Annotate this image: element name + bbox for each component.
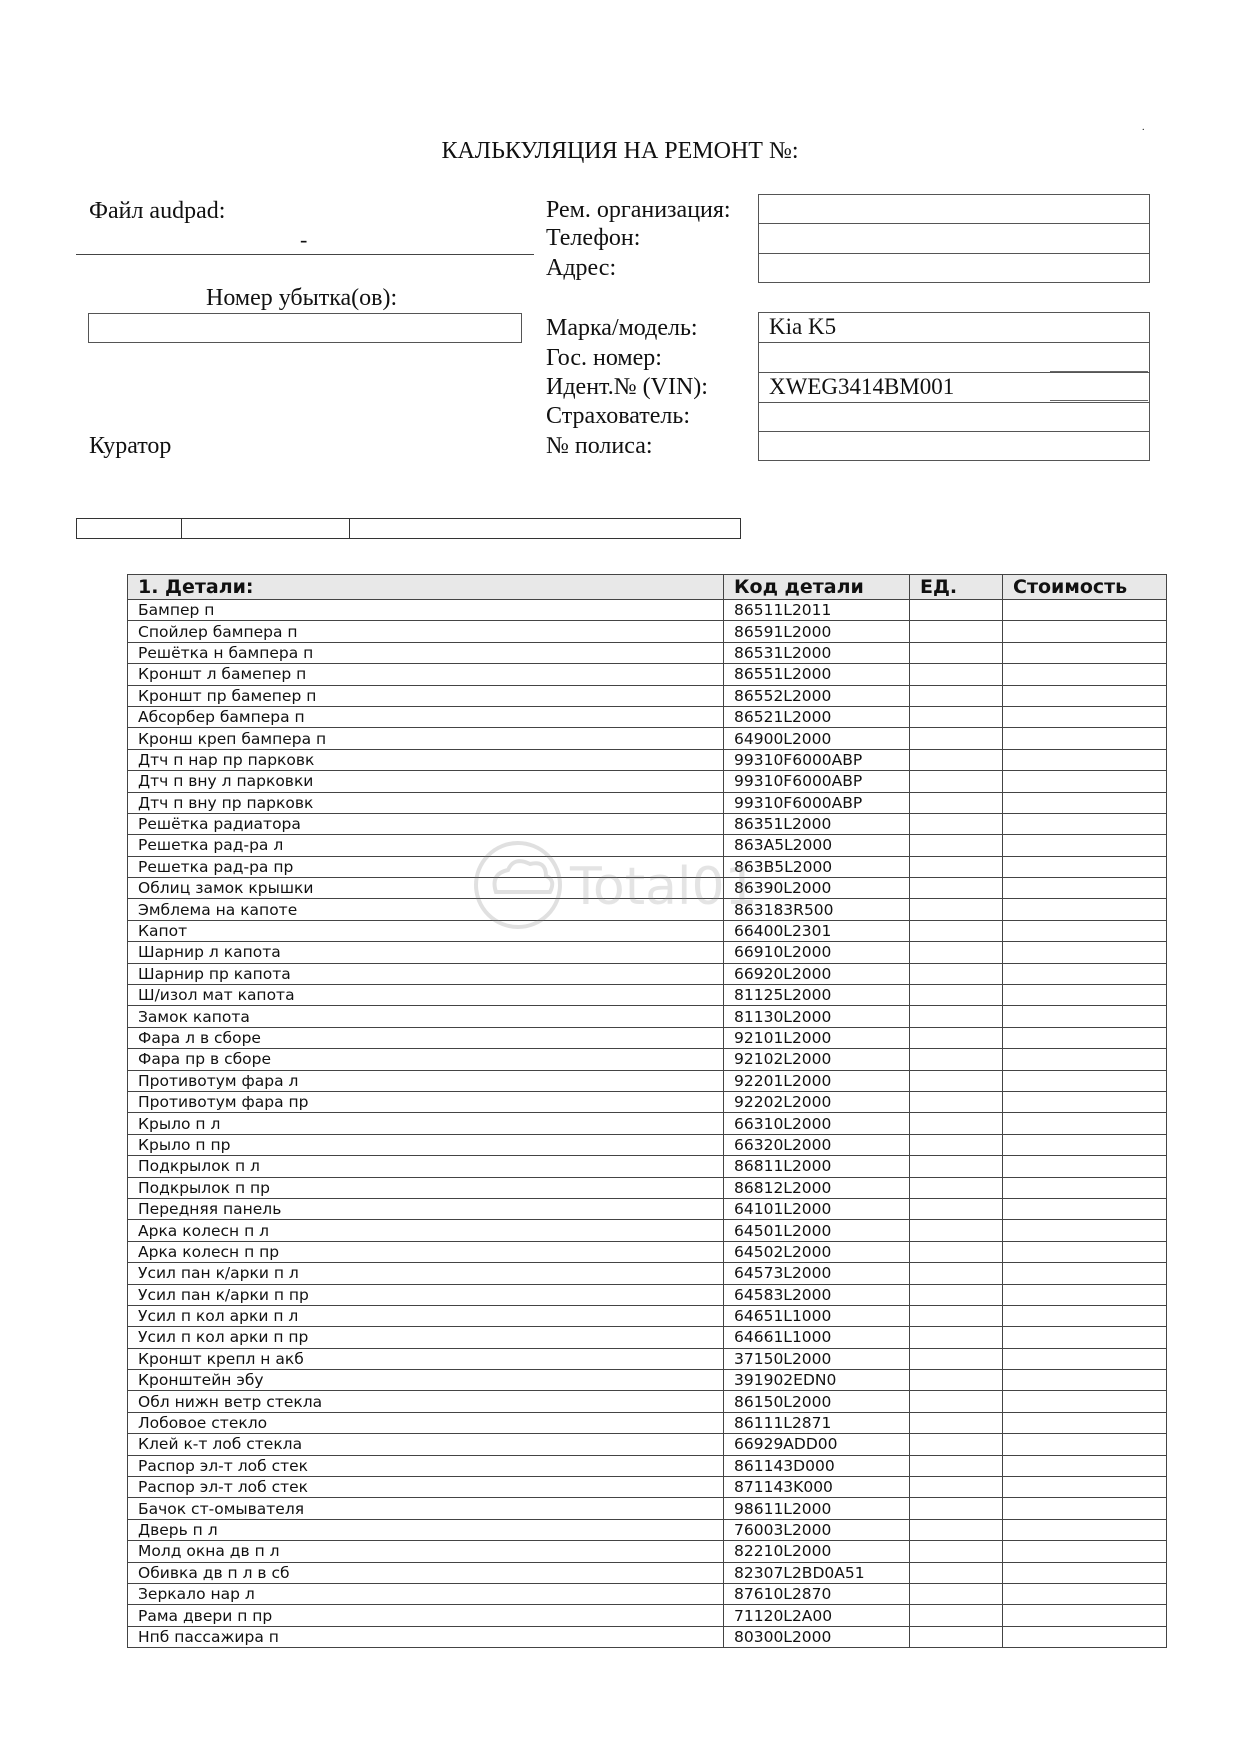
part-name-cell: Кронш креп бампера п bbox=[128, 728, 724, 749]
cost-cell bbox=[1003, 1284, 1167, 1305]
table-row bbox=[128, 1177, 1167, 1198]
header-parts: 1. Детали: bbox=[128, 575, 724, 600]
table-row bbox=[128, 1541, 1167, 1562]
part-name-cell: Противотум фара л bbox=[128, 1070, 724, 1091]
cost-cell bbox=[1003, 856, 1167, 877]
part-code-cell: 86531L2000 bbox=[724, 642, 910, 663]
unit-cell bbox=[910, 1370, 1003, 1391]
unit-cell bbox=[910, 1498, 1003, 1519]
unit-cell bbox=[910, 1412, 1003, 1433]
cost-cell bbox=[1003, 621, 1167, 642]
table-row bbox=[128, 1477, 1167, 1498]
part-name-cell: Решетка рад-ра пр bbox=[128, 856, 724, 877]
part-code-cell: 86812L2000 bbox=[724, 1177, 910, 1198]
part-code-cell: 86351L2000 bbox=[724, 813, 910, 834]
table-row bbox=[128, 749, 1167, 770]
part-name-cell: Решетка рад-ра л bbox=[128, 835, 724, 856]
part-name-cell: Усил пан к/арки п л bbox=[128, 1263, 724, 1284]
part-name-cell: Обивка дв п л в сб bbox=[128, 1562, 724, 1583]
part-name-cell: Арка колесн п л bbox=[128, 1220, 724, 1241]
part-code-cell: 92102L2000 bbox=[724, 1049, 910, 1070]
part-name-cell: Усил п кол арки п пр bbox=[128, 1327, 724, 1348]
part-name-cell: Усил п кол арки п л bbox=[128, 1305, 724, 1326]
phone-field[interactable] bbox=[758, 223, 1150, 254]
header-cost: Стоимость bbox=[1003, 575, 1167, 600]
part-code-cell: 86552L2000 bbox=[724, 685, 910, 706]
file-underline bbox=[76, 254, 534, 255]
part-code-cell: 863A5L2000 bbox=[724, 835, 910, 856]
unit-cell bbox=[910, 856, 1003, 877]
table-row bbox=[128, 642, 1167, 663]
cost-cell bbox=[1003, 920, 1167, 941]
table-row bbox=[128, 1156, 1167, 1177]
part-code-cell: 861143D000 bbox=[724, 1455, 910, 1476]
parts-body bbox=[128, 600, 1167, 1648]
cost-cell bbox=[1003, 600, 1167, 621]
unit-cell bbox=[910, 1113, 1003, 1134]
cost-cell bbox=[1003, 1070, 1167, 1091]
part-code-cell: 86390L2000 bbox=[724, 878, 910, 899]
cost-cell bbox=[1003, 1177, 1167, 1198]
part-name-cell: Арка колесн п пр bbox=[128, 1241, 724, 1262]
unit-cell bbox=[910, 1006, 1003, 1027]
file-value: - bbox=[300, 227, 308, 252]
cost-cell bbox=[1003, 1477, 1167, 1498]
address-label: Адрес: bbox=[546, 255, 617, 281]
part-code-cell: 71120L2A00 bbox=[724, 1605, 910, 1626]
cost-cell bbox=[1003, 1583, 1167, 1604]
part-name-cell: Абсорбер бампера п bbox=[128, 706, 724, 727]
table-row bbox=[128, 1070, 1167, 1091]
cost-cell bbox=[1003, 1348, 1167, 1369]
watermark-text: Total01 bbox=[570, 857, 758, 917]
unit-cell bbox=[910, 1220, 1003, 1241]
corner-mark: . bbox=[1142, 122, 1145, 133]
part-name-cell: Молд окна дв п л bbox=[128, 1541, 724, 1562]
unit-cell bbox=[910, 1134, 1003, 1155]
parts-table bbox=[127, 574, 1167, 1648]
table-row bbox=[128, 1327, 1167, 1348]
table-row bbox=[128, 856, 1167, 877]
cost-cell bbox=[1003, 899, 1167, 920]
unit-cell bbox=[910, 1241, 1003, 1262]
unit-cell bbox=[910, 1562, 1003, 1583]
cost-cell bbox=[1003, 1091, 1167, 1112]
part-name-cell: Обл нижн ветр стекла bbox=[128, 1391, 724, 1412]
part-name-cell: Нпб пассажира п bbox=[128, 1626, 724, 1647]
cost-cell bbox=[1003, 1027, 1167, 1048]
part-code-cell: 86150L2000 bbox=[724, 1391, 910, 1412]
table-row bbox=[128, 1134, 1167, 1155]
part-name-cell: Дверь п л bbox=[128, 1519, 724, 1540]
unit-cell bbox=[910, 1434, 1003, 1455]
part-code-cell: 82307L2BD0A51 bbox=[724, 1562, 910, 1583]
cost-cell bbox=[1003, 1049, 1167, 1070]
cost-cell bbox=[1003, 1391, 1167, 1412]
vin-label: Идент.№ (VIN): bbox=[546, 374, 708, 400]
cost-cell bbox=[1003, 1370, 1167, 1391]
cost-cell bbox=[1003, 1455, 1167, 1476]
table-row bbox=[128, 1113, 1167, 1134]
table-row bbox=[128, 1391, 1167, 1412]
cost-cell bbox=[1003, 1412, 1167, 1433]
table-row bbox=[128, 792, 1167, 813]
part-code-cell: 99310F6000ABP bbox=[724, 771, 910, 792]
part-code-cell: 80300L2000 bbox=[724, 1626, 910, 1647]
insured-field[interactable] bbox=[758, 402, 1150, 432]
part-code-cell: 863183R500 bbox=[724, 899, 910, 920]
cost-cell bbox=[1003, 1519, 1167, 1540]
cost-cell bbox=[1003, 706, 1167, 727]
unit-cell bbox=[910, 1049, 1003, 1070]
part-name-cell: Клей к-т лоб стекла bbox=[128, 1434, 724, 1455]
make-model-field[interactable]: Kia K5 bbox=[758, 312, 1150, 343]
cost-cell bbox=[1003, 642, 1167, 663]
unit-cell bbox=[910, 878, 1003, 899]
part-code-cell: 86111L2871 bbox=[724, 1412, 910, 1433]
table-row bbox=[128, 1605, 1167, 1626]
table-row bbox=[128, 706, 1167, 727]
cost-cell bbox=[1003, 1541, 1167, 1562]
unit-cell bbox=[910, 728, 1003, 749]
part-name-cell: Бампер п bbox=[128, 600, 724, 621]
unit-cell bbox=[910, 642, 1003, 663]
part-code-cell: 92101L2000 bbox=[724, 1027, 910, 1048]
table-row bbox=[128, 878, 1167, 899]
unit-cell bbox=[910, 1198, 1003, 1219]
unit-cell bbox=[910, 771, 1003, 792]
cost-cell bbox=[1003, 1198, 1167, 1219]
repair-org-label: Рем. организация: bbox=[546, 197, 731, 223]
table-row bbox=[128, 1370, 1167, 1391]
part-code-cell: 37150L2000 bbox=[724, 1348, 910, 1369]
cost-cell bbox=[1003, 1220, 1167, 1241]
cost-cell bbox=[1003, 878, 1167, 899]
part-name-cell: Крыло п л bbox=[128, 1113, 724, 1134]
cost-cell bbox=[1003, 1434, 1167, 1455]
vin-underline bbox=[1050, 400, 1148, 401]
strip-cell-1 bbox=[76, 518, 182, 539]
table-row bbox=[128, 600, 1167, 621]
cost-cell bbox=[1003, 1241, 1167, 1262]
table-row bbox=[128, 1348, 1167, 1369]
part-code-cell: 86521L2000 bbox=[724, 706, 910, 727]
cost-cell bbox=[1003, 942, 1167, 963]
part-name-cell: Усил пан к/арки п пр bbox=[128, 1284, 724, 1305]
cost-cell bbox=[1003, 985, 1167, 1006]
insured-label: Страхователь: bbox=[546, 403, 690, 429]
part-code-cell: 99310F6000ABP bbox=[724, 749, 910, 770]
part-name-cell: Противотум фара пр bbox=[128, 1091, 724, 1112]
part-name-cell: Бачок ст-омывателя bbox=[128, 1498, 724, 1519]
part-code-cell: 81130L2000 bbox=[724, 1006, 910, 1027]
cost-cell bbox=[1003, 792, 1167, 813]
part-code-cell: 64502L2000 bbox=[724, 1241, 910, 1262]
part-code-cell: 66920L2000 bbox=[724, 963, 910, 984]
cost-cell bbox=[1003, 835, 1167, 856]
part-name-cell: Фара пр в сборе bbox=[128, 1049, 724, 1070]
part-code-cell: 871143K000 bbox=[724, 1477, 910, 1498]
part-name-cell: Шарнир л капота bbox=[128, 942, 724, 963]
table-row bbox=[128, 1220, 1167, 1241]
part-code-cell: 64501L2000 bbox=[724, 1220, 910, 1241]
unit-cell bbox=[910, 664, 1003, 685]
cost-cell bbox=[1003, 963, 1167, 984]
table-row bbox=[128, 1263, 1167, 1284]
unit-cell bbox=[910, 749, 1003, 770]
part-code-cell: 86551L2000 bbox=[724, 664, 910, 685]
part-name-cell: Капот bbox=[128, 920, 724, 941]
plate-label: Гос. номер: bbox=[546, 345, 662, 371]
cost-cell bbox=[1003, 685, 1167, 706]
part-name-cell: Рама двери п пр bbox=[128, 1605, 724, 1626]
unit-cell bbox=[910, 1391, 1003, 1412]
part-name-cell: Лобовое стекло bbox=[128, 1412, 724, 1433]
part-code-cell: 391902EDN0 bbox=[724, 1370, 910, 1391]
part-code-cell: 66929ADD00 bbox=[724, 1434, 910, 1455]
part-name-cell: Замок капота bbox=[128, 1006, 724, 1027]
part-name-cell: Кроншт пр бамепер п bbox=[128, 685, 724, 706]
table-row bbox=[128, 1241, 1167, 1262]
part-name-cell: Ш/изол мат капота bbox=[128, 985, 724, 1006]
unit-cell bbox=[910, 1091, 1003, 1112]
table-row bbox=[128, 1198, 1167, 1219]
table-row bbox=[128, 621, 1167, 642]
unit-cell bbox=[910, 942, 1003, 963]
part-name-cell: Дтч п нар пр парковк bbox=[128, 749, 724, 770]
table-row bbox=[128, 685, 1167, 706]
unit-cell bbox=[910, 685, 1003, 706]
part-code-cell: 64900L2000 bbox=[724, 728, 910, 749]
table-row bbox=[128, 963, 1167, 984]
unit-cell bbox=[910, 1263, 1003, 1284]
part-code-cell: 99310F6000ABP bbox=[724, 792, 910, 813]
table-row bbox=[128, 1562, 1167, 1583]
parts-header-row bbox=[128, 575, 1167, 600]
unit-cell bbox=[910, 1626, 1003, 1647]
part-code-cell: 64583L2000 bbox=[724, 1284, 910, 1305]
cost-cell bbox=[1003, 1113, 1167, 1134]
part-code-cell: 82210L2000 bbox=[724, 1541, 910, 1562]
unit-cell bbox=[910, 792, 1003, 813]
part-name-cell: Шарнир пр капота bbox=[128, 963, 724, 984]
part-code-cell: 81125L2000 bbox=[724, 985, 910, 1006]
page-title: КАЛЬКУЛЯЦИЯ НА РЕМОНТ №: bbox=[441, 138, 799, 164]
table-row bbox=[128, 942, 1167, 963]
cost-cell bbox=[1003, 1605, 1167, 1626]
table-row bbox=[128, 835, 1167, 856]
part-code-cell: 76003L2000 bbox=[724, 1519, 910, 1540]
unit-cell bbox=[910, 1327, 1003, 1348]
part-code-cell: 98611L2000 bbox=[724, 1498, 910, 1519]
part-name-cell: Эмблема на капоте bbox=[128, 899, 724, 920]
unit-cell bbox=[910, 1070, 1003, 1091]
part-name-cell: Решётка н бампера п bbox=[128, 642, 724, 663]
cost-cell bbox=[1003, 1134, 1167, 1155]
part-name-cell: Кронштейн эбу bbox=[128, 1370, 724, 1391]
phone-label: Телефон: bbox=[546, 225, 641, 251]
table-row bbox=[128, 1305, 1167, 1326]
part-code-cell: 64651L1000 bbox=[724, 1305, 910, 1326]
unit-cell bbox=[910, 1284, 1003, 1305]
part-code-cell: 64573L2000 bbox=[724, 1263, 910, 1284]
cost-cell bbox=[1003, 771, 1167, 792]
vin-value: XWEG3414BM001 bbox=[769, 374, 955, 399]
part-name-cell: Кроншт л бамепер п bbox=[128, 664, 724, 685]
part-code-cell: 86511L2011 bbox=[724, 600, 910, 621]
part-code-cell: 66310L2000 bbox=[724, 1113, 910, 1134]
unit-cell bbox=[910, 600, 1003, 621]
part-name-cell: Дтч п вну пр парковк bbox=[128, 792, 724, 813]
part-name-cell: Передняя панель bbox=[128, 1198, 724, 1219]
repair-org-field[interactable] bbox=[758, 194, 1150, 224]
unit-cell bbox=[910, 1583, 1003, 1604]
unit-cell bbox=[910, 1027, 1003, 1048]
table-row bbox=[128, 1049, 1167, 1070]
unit-cell bbox=[910, 1455, 1003, 1476]
part-name-cell: Крыло п пр bbox=[128, 1134, 724, 1155]
cost-cell bbox=[1003, 1006, 1167, 1027]
policy-label: № полиса: bbox=[546, 433, 653, 459]
make-model-label: Марка/модель: bbox=[546, 315, 698, 341]
header-part-code: Код детали bbox=[724, 575, 910, 600]
unit-cell bbox=[910, 985, 1003, 1006]
part-code-cell: 86591L2000 bbox=[724, 621, 910, 642]
table-row bbox=[128, 1006, 1167, 1027]
part-code-cell: 92201L2000 bbox=[724, 1070, 910, 1091]
table-row bbox=[128, 899, 1167, 920]
table-row bbox=[128, 1498, 1167, 1519]
part-code-cell: 86811L2000 bbox=[724, 1156, 910, 1177]
cost-cell bbox=[1003, 1562, 1167, 1583]
part-name-cell: Фара л в сборе bbox=[128, 1027, 724, 1048]
plate-field[interactable] bbox=[758, 342, 1150, 373]
part-code-cell: 66910L2000 bbox=[724, 942, 910, 963]
unit-cell bbox=[910, 813, 1003, 834]
part-code-cell: 66400L2301 bbox=[724, 920, 910, 941]
part-code-cell: 64101L2000 bbox=[724, 1198, 910, 1219]
part-code-cell: 64661L1000 bbox=[724, 1327, 910, 1348]
unit-cell bbox=[910, 1477, 1003, 1498]
table-row bbox=[128, 771, 1167, 792]
unit-cell bbox=[910, 1177, 1003, 1198]
table-row bbox=[128, 1519, 1167, 1540]
table-row bbox=[128, 1455, 1167, 1476]
cost-cell bbox=[1003, 1305, 1167, 1326]
unit-cell bbox=[910, 899, 1003, 920]
header-unit: ЕД. bbox=[910, 575, 1003, 600]
address-field[interactable] bbox=[758, 253, 1150, 283]
cost-cell bbox=[1003, 813, 1167, 834]
unit-cell bbox=[910, 835, 1003, 856]
table-row bbox=[128, 1434, 1167, 1455]
unit-cell bbox=[910, 1348, 1003, 1369]
part-name-cell: Подкрылок п л bbox=[128, 1156, 724, 1177]
unit-cell bbox=[910, 1519, 1003, 1540]
table-row bbox=[128, 664, 1167, 685]
part-name-cell: Решётка радиатора bbox=[128, 813, 724, 834]
unit-cell bbox=[910, 1305, 1003, 1326]
unit-cell bbox=[910, 706, 1003, 727]
cost-cell bbox=[1003, 749, 1167, 770]
cost-cell bbox=[1003, 1498, 1167, 1519]
part-name-cell: Облиц замок крышки bbox=[128, 878, 724, 899]
part-name-cell: Подкрылок п пр bbox=[128, 1177, 724, 1198]
part-code-cell: 66320L2000 bbox=[724, 1134, 910, 1155]
vin-field[interactable] bbox=[758, 372, 1150, 403]
table-row bbox=[128, 728, 1167, 749]
part-name-cell: Кроншт крепл н акб bbox=[128, 1348, 724, 1369]
cost-cell bbox=[1003, 664, 1167, 685]
strip-cell-3 bbox=[349, 518, 741, 539]
table-row bbox=[128, 1091, 1167, 1112]
table-row bbox=[128, 813, 1167, 834]
table-row bbox=[128, 985, 1167, 1006]
part-name-cell: Распор эл-т лоб стек bbox=[128, 1455, 724, 1476]
unit-cell bbox=[910, 1156, 1003, 1177]
cost-cell bbox=[1003, 1156, 1167, 1177]
unit-cell bbox=[910, 621, 1003, 642]
part-name-cell: Распор эл-т лоб стек bbox=[128, 1477, 724, 1498]
table-row bbox=[128, 1284, 1167, 1305]
table-row bbox=[128, 1583, 1167, 1604]
part-name-cell: Спойлер бампера п bbox=[128, 621, 724, 642]
cost-cell bbox=[1003, 1626, 1167, 1647]
file-label: Файл audpad: bbox=[89, 198, 226, 224]
part-code-cell: 863B5L2000 bbox=[724, 856, 910, 877]
part-name-cell: Дтч п вну л парковки bbox=[128, 771, 724, 792]
part-code-cell: 87610L2870 bbox=[724, 1583, 910, 1604]
cost-cell bbox=[1003, 1263, 1167, 1284]
policy-field[interactable] bbox=[758, 431, 1150, 461]
unit-cell bbox=[910, 1541, 1003, 1562]
curator-label: Куратор bbox=[89, 433, 172, 459]
loss-number-field[interactable] bbox=[88, 313, 522, 343]
cost-cell bbox=[1003, 1327, 1167, 1348]
part-code-cell: 92202L2000 bbox=[724, 1091, 910, 1112]
part-name-cell: Зеркало нар л bbox=[128, 1583, 724, 1604]
unit-cell bbox=[910, 920, 1003, 941]
table-row bbox=[128, 1412, 1167, 1433]
table-row bbox=[128, 1027, 1167, 1048]
table-row bbox=[128, 920, 1167, 941]
unit-cell bbox=[910, 1605, 1003, 1626]
loss-number-label: Номер убытка(ов): bbox=[206, 285, 398, 311]
table-row bbox=[128, 1626, 1167, 1647]
strip-cell-2 bbox=[181, 518, 350, 539]
cost-cell bbox=[1003, 728, 1167, 749]
plate-underline bbox=[1050, 371, 1148, 372]
unit-cell bbox=[910, 963, 1003, 984]
